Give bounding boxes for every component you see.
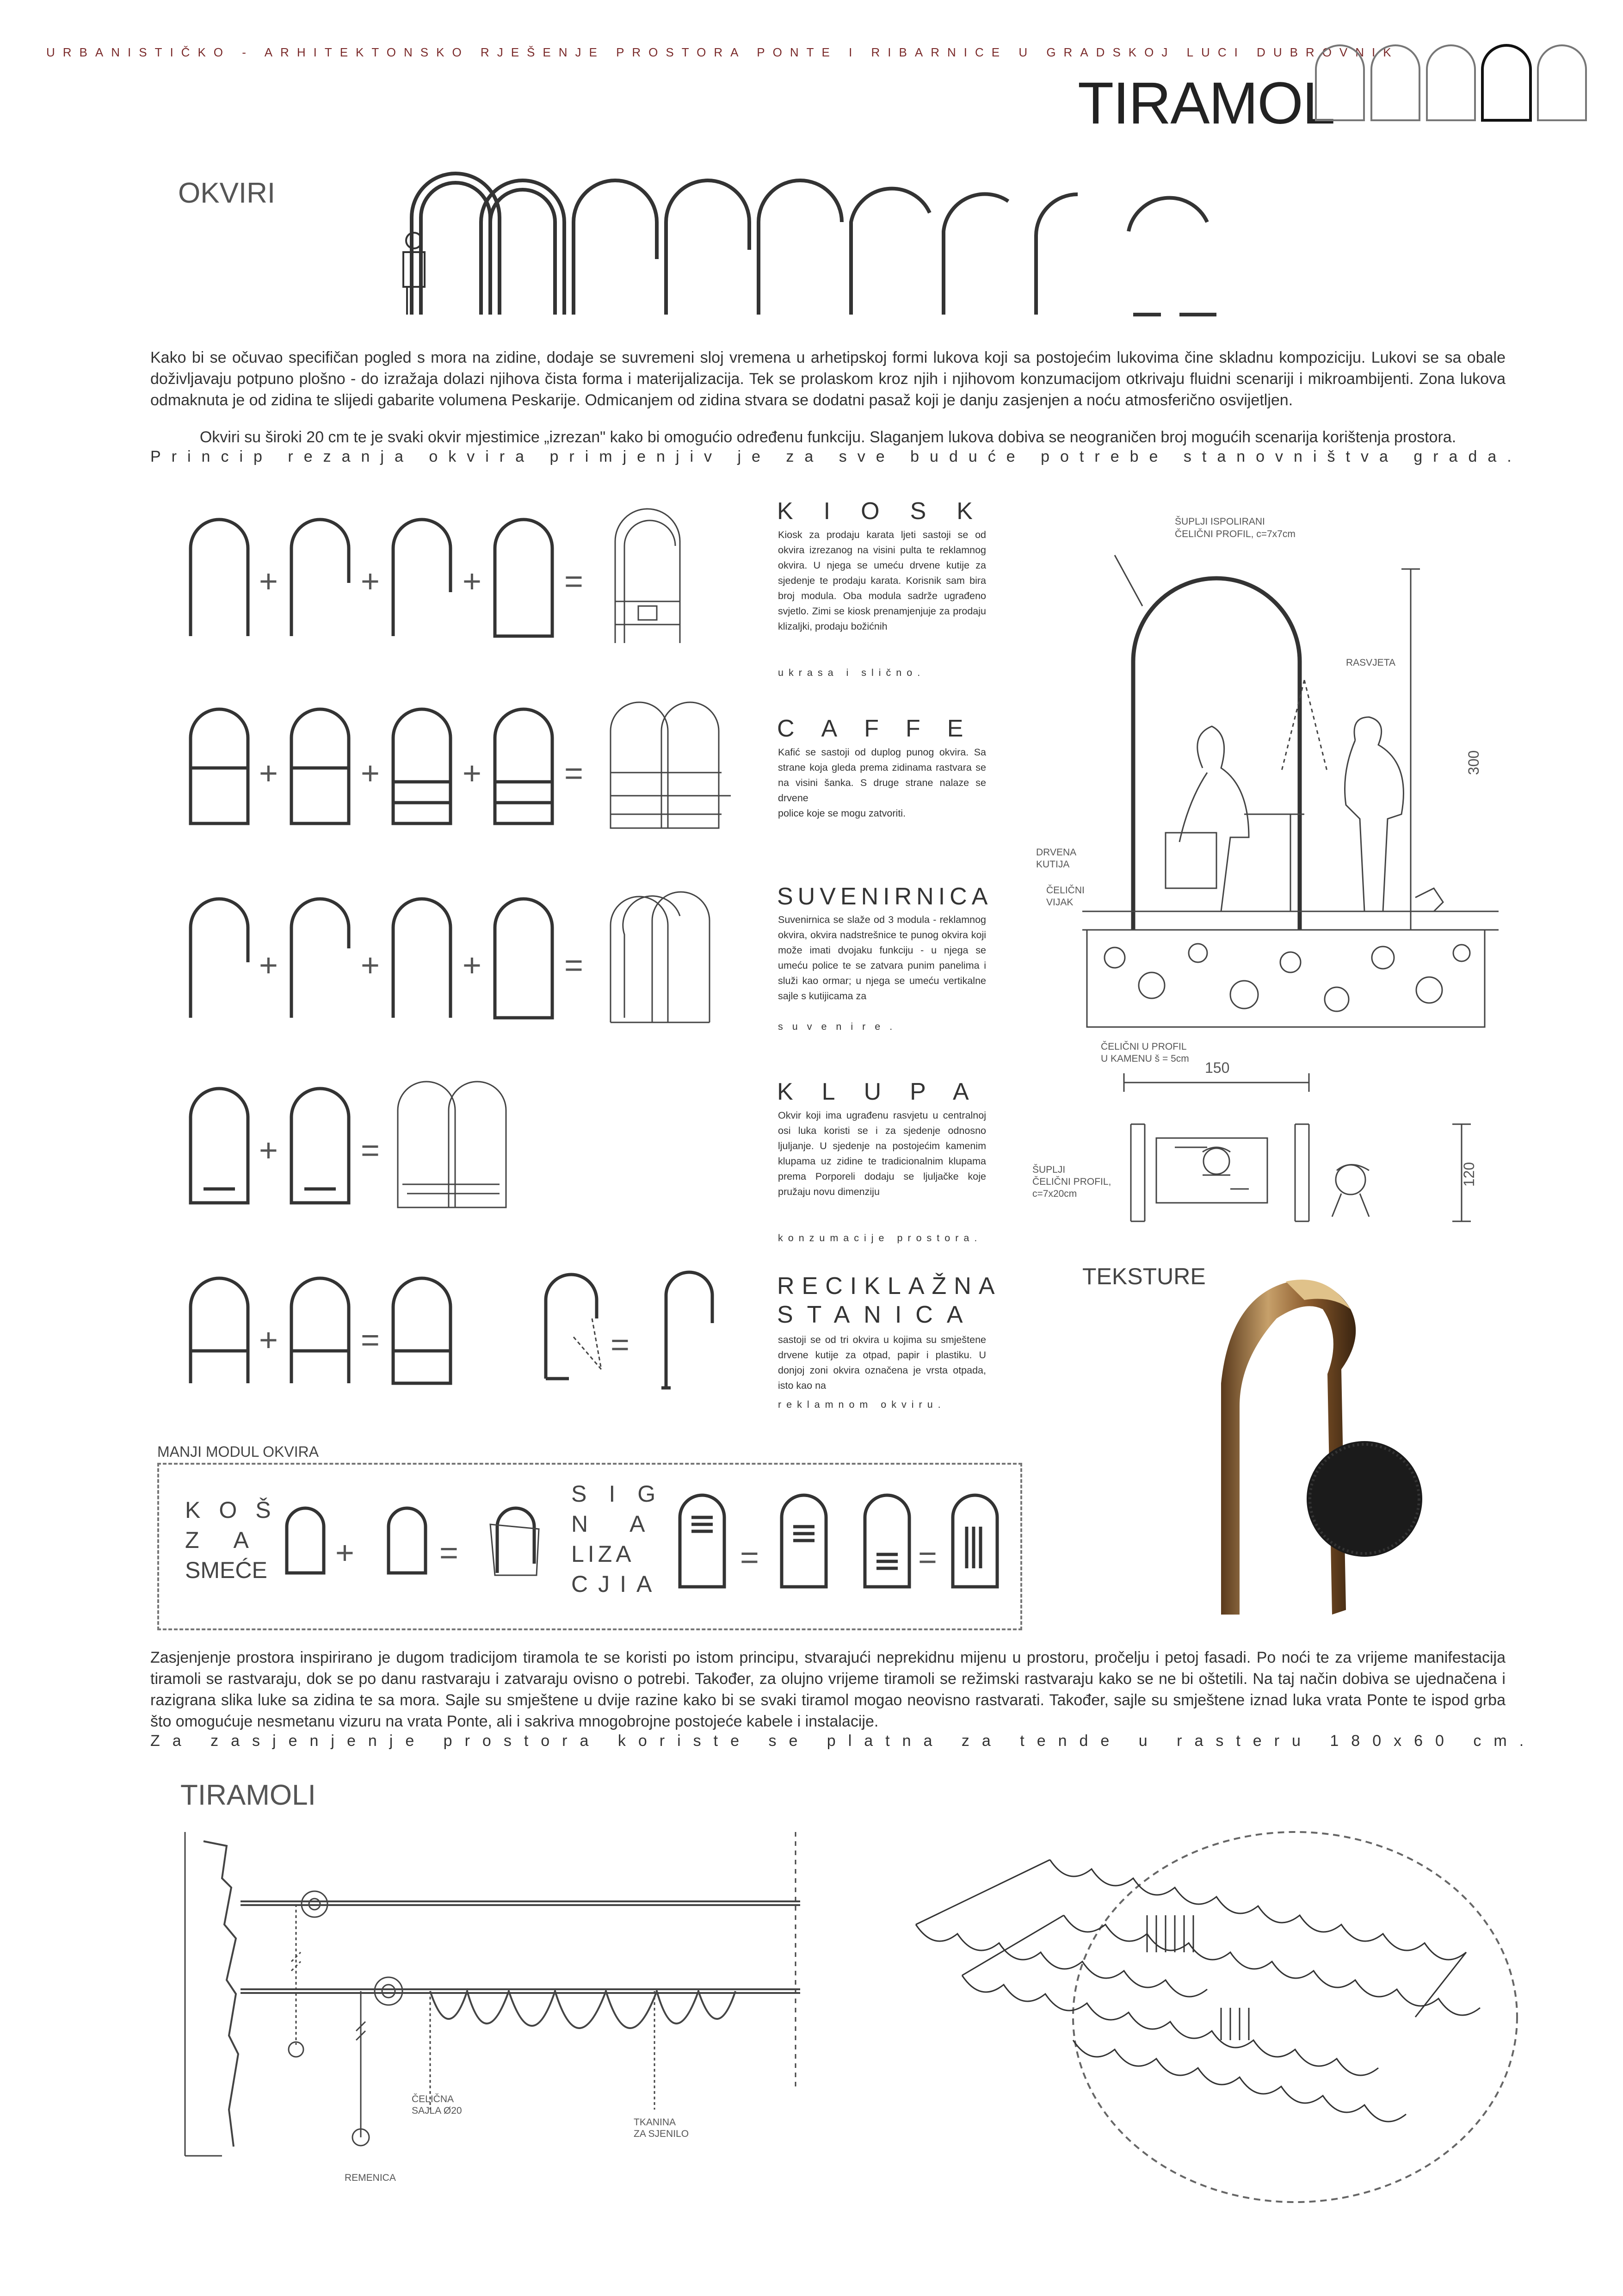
reciklazna-title-line2: STANICA xyxy=(777,1301,977,1328)
svg-text:+: + xyxy=(335,1535,354,1571)
sig-label-line3: LIZA xyxy=(571,1541,635,1567)
section-label-screw-2: VIJAK xyxy=(1046,897,1074,908)
suvenirnica-assembly-icon xyxy=(611,892,710,1022)
section-label-top-2: ČELIČNI PROFIL, c=7x7cm xyxy=(1175,529,1296,539)
svg-text:+: + xyxy=(259,1132,278,1168)
section-dim-height: 300 xyxy=(1465,750,1482,775)
section-label-top-1: ŠUPLJI ISPOLIRANI xyxy=(1175,516,1265,527)
tiramoli-paragraph: Zasjenjenje prostora inspirirano je dugom tradicijom tiramola te se koristi po istom principu, stvarajući neprekidnu mijenu u prostoru, pročelju i petoj fasadi. Po noći te za vrijeme manifestacija tiramoli se rastvaraju, dok se po danu rastvaraju i zatvaraju ovisno o potrebi. Također, za olujno vrijeme tiramoli se režimski rastvaraju kako se ne bi oštetili. Na taj način dobiva se ujednačena i razigrana slika luke sa zidina te sa mora. Sajle su smještene u dvije razine kako bi se svaki tiramol mogao neovisno rastvarati. Također, sajle su smještene iznad luka vrata Ponte te ispod grba što omogućuje nesmetanu vizuru na vrata Ponte, ali i sakriva mnogobrojne postojeće kabele i instalacije. xyxy=(150,1649,1506,1730)
klupa-title: KLUPA xyxy=(777,1078,998,1105)
people-silhouettes-icon xyxy=(1179,717,1443,911)
svg-text:+: + xyxy=(361,947,380,983)
project-supertitle: URBANISTIČKO - ARHITEKTONSKO RJEŠENJE PROSTORA PONTE I RIBARNICE U GRADSKOJ LUCI DUBROVNIK xyxy=(46,45,1399,59)
sig-label-line4: CJIA xyxy=(571,1571,662,1597)
svg-text:+: + xyxy=(361,563,380,599)
suvenirnica-title: SUVENIRNICA xyxy=(777,883,993,910)
suvenirnica-text-last: suvenire. xyxy=(778,1021,902,1032)
svg-text:+: + xyxy=(463,755,481,791)
klupa-text-last: konzumacije prostora. xyxy=(778,1232,982,1244)
plan-label-3: c=7x20cm xyxy=(1032,1188,1077,1199)
teksture-title: TEKSTURE xyxy=(1082,1263,1206,1289)
svg-text:=: = xyxy=(564,755,583,791)
kos-label-line1: KOŠ xyxy=(185,1497,290,1523)
okviri-paragraph-1: Kako bi se očuvao specifičan pogled s mora na zidine, dodaje se suvremeni sloj vremena u arhetipskoj formi lukova koji sa postojećim lukovima čine skladnu kompoziciju. Lukovi se sa obale doživljavaju potpuno plošno - do izražaja dolazi njihova čista forma i materijalizacija. Tek se prolaskom kroz njih i njihovom konzumacijom otkrivaju fluidni scenariji i mikroambijenti. Zona lukova odmaknuta je od zidina te slijedi gabarite volumena Peskarije. Odmicanjem od zidina stvara se dodatni pasaž koji je danju zasjenjen a noću atmosferično osvijetljen. xyxy=(150,349,1506,409)
svg-text:=: = xyxy=(564,563,583,599)
reciklazna-title-line1: RECIKLAŽNA xyxy=(777,1273,1002,1300)
svg-text:+: + xyxy=(463,947,481,983)
svg-text:+: + xyxy=(361,755,380,791)
caffe-assembly-icon xyxy=(611,702,731,828)
section-dim-width: 150 xyxy=(1205,1059,1230,1076)
svg-text:=: = xyxy=(361,1132,380,1168)
caffe-combination-diagram xyxy=(185,703,763,842)
svg-text:=: = xyxy=(918,1539,937,1575)
kiosk-text: Kiosk za prodaju karata ljeti sastoji se od okvira izrezanog na visini pulta te reklamnog okvira. U njega se umeću drvene kutije za sjedenje te prodaju karata. Korisnik sam bira broj modula. Oba modula sadrže ugrađeno svjetlo. Zimi se kiosk prenamjenjuje za prodaju klizaljki, prodaju božićnih xyxy=(778,529,986,632)
svg-text:+: + xyxy=(259,563,278,599)
svg-text:=: = xyxy=(564,947,583,983)
kiosk-combination-diagram xyxy=(185,514,763,652)
texture-render xyxy=(1212,1268,1452,1619)
section-label-u-1: ČELIČNI U PROFIL xyxy=(1101,1041,1187,1052)
klupa-text: Okvir koji ima ugrađenu rasvjetu u centralnoj osi luka koristi se i za sjedenje odnosno ljuljanje. U sjedenje na postojećim kamenim klupama uz zidine te tradicionalnim klupama prema Porporeli dodaju se ljuljačke koje pružaju novu dimenziju xyxy=(778,1110,986,1197)
tiramoli-paragraph-last: Za zasjenjenje prostora koriste se platna za tende u rasteru 180x60 cm. xyxy=(150,1732,1537,1750)
svg-text:=: = xyxy=(611,1326,629,1362)
section-label-box-1: DRVENA xyxy=(1036,847,1077,858)
section-label-screw-1: ČELIČNI xyxy=(1046,885,1085,896)
arch-cut-sequence xyxy=(393,167,1272,319)
caffe-text-last: police koje se mogu zatvoriti. xyxy=(778,808,906,819)
kos-label-line2: ZA xyxy=(185,1527,283,1553)
kiosk-assembly-icon xyxy=(615,509,680,643)
suvenirnica-text: Suvenirnica se slaže od 3 modula - reklamnog okvira, okvira nadstrešnice te punog okvira koji može imati dvojaku funkciju - u njega se umeću police te se zatvara punim panelima i služi kao ormar; u njega se umeću vertikalne sajle s kutijicama za xyxy=(778,914,986,1002)
kiosk-plan-drawing xyxy=(1129,1120,1499,1231)
okviri-paragraph-2: Okviri su široki 20 cm te je svaki okvir mjestimice „izrezan" kako bi omogućio određenu funkciju. Slaganjem lukova dobiva se neograničen broj mogućih scenarija korištenja prostora. xyxy=(199,428,1456,446)
reciklazna-text: sastoji se od tri okvira u kojima su smještene drvene kutije za otpad, papir i plastiku. U donjoj zoni okvira označena je vrsta otpada, isto kao na xyxy=(778,1334,986,1391)
plan-people-icon xyxy=(1203,1147,1369,1217)
reciklazna-combination-diagram xyxy=(185,1268,763,1406)
tiramoli-label-pulley: REMENICA xyxy=(345,2172,396,2183)
svg-text:+: + xyxy=(259,1322,278,1358)
project-brand: TIRAMOL xyxy=(1078,70,1334,136)
suvenirnica-combination-diagram xyxy=(185,893,763,1036)
okviri-title: OKVIRI xyxy=(178,177,276,209)
tiramoli-label-fabric-1: TKANINA xyxy=(634,2117,676,2128)
section-label-light: RASVJETA xyxy=(1346,657,1395,668)
svg-text:+: + xyxy=(463,563,481,599)
svg-text:+: + xyxy=(259,755,278,791)
tiramoli-label-cable-1: ČELIČNA xyxy=(412,2094,454,2104)
klupa-assembly-icon xyxy=(398,1082,506,1207)
manji-modul-title: MANJI MODUL OKVIRA xyxy=(157,1443,319,1460)
caffe-title: CAFFE xyxy=(777,715,990,742)
klupa-combination-diagram xyxy=(185,1083,763,1221)
plan-dim: 120 xyxy=(1461,1162,1478,1187)
kiosk-title: KIOSK xyxy=(777,498,1003,525)
okviri-paragraph-2-last: Princip rezanja okvira primjenjiv je za sve buduće potrebe stanovništva grada. xyxy=(150,448,1522,465)
section-label-u-2: U KAMENU š = 5cm xyxy=(1101,1053,1189,1064)
sig-label-line2: NA xyxy=(571,1511,687,1537)
tiramoli-title: TIRAMOLI xyxy=(180,1779,316,1811)
svg-text:=: = xyxy=(740,1539,759,1575)
tiramoli-label-cable-2: SAJLA Ø20 xyxy=(412,2105,462,2116)
caffe-text: Kafić se sastoji od duplog punog okvira. Sa strane koja gleda prema zidinama rastvara se na visini šanka. S druge strane nalaze se drvene xyxy=(778,747,986,804)
svg-text:=: = xyxy=(439,1535,458,1571)
reciklazna-text-last: reklamnom okviru. xyxy=(778,1399,946,1410)
plan-label-1: ŠUPLJI xyxy=(1032,1164,1066,1175)
kiosk-text-last: ukrasa i slično. xyxy=(778,667,926,678)
header-arch-icons xyxy=(1314,44,1591,123)
tiramoli-axonometry-drawing xyxy=(897,1823,1591,2221)
section-label-box-2: KUTIJA xyxy=(1036,859,1070,870)
svg-text:=: = xyxy=(361,1322,380,1358)
kos-label-line3: SMEĆE xyxy=(185,1557,267,1583)
tiramoli-section-drawing xyxy=(176,1832,823,2216)
tiramoli-label-fabric-2: ZA SJENILO xyxy=(634,2129,689,2139)
plan-label-2: ČELIČNI PROFIL, xyxy=(1032,1176,1111,1187)
svg-text:+: + xyxy=(259,947,278,983)
small-module-diagram xyxy=(278,1494,1018,1605)
sig-label-line1: SIG xyxy=(571,1481,678,1507)
